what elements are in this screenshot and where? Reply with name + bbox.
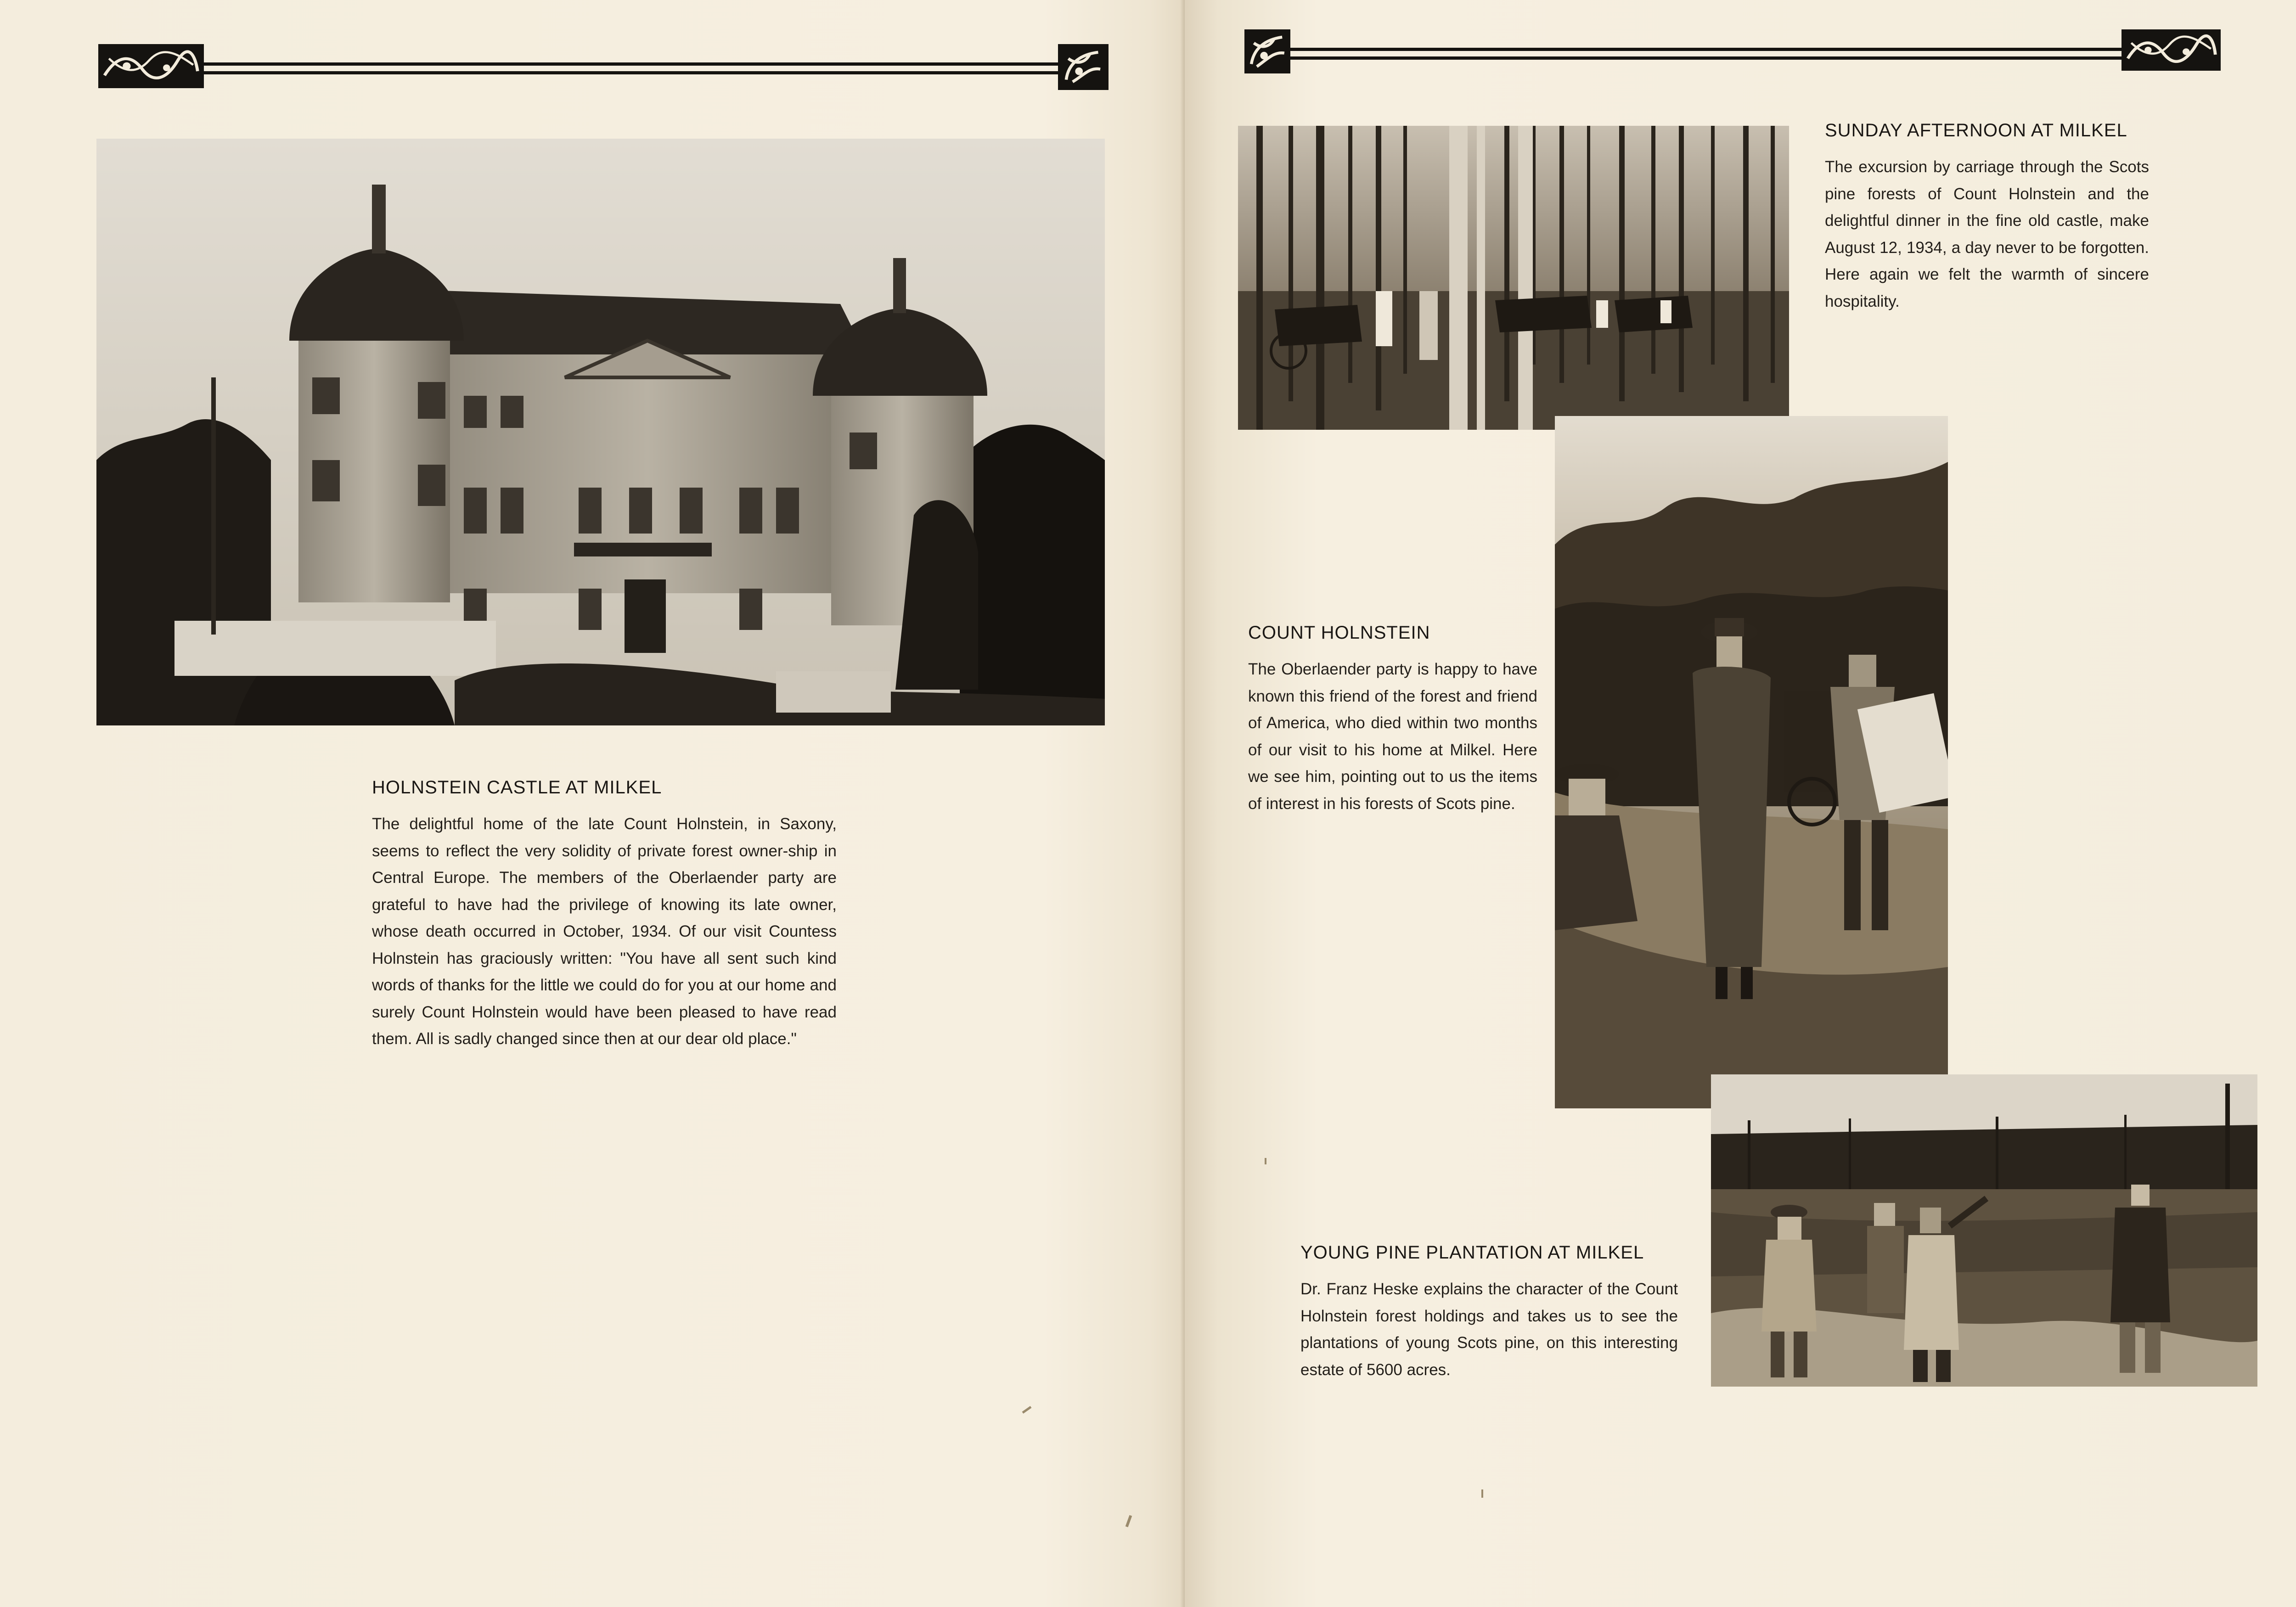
right-page <box>1185 0 2296 1607</box>
section-title: SUNDAY AFTERNOON AT MILKEL <box>1825 120 2127 140</box>
section-body: The Oberlaender party is happy to have known this friend of the forest and friend of America, who died within two months of our visit to his home at Milkel. Here we see him, pointing out to us the items of interest in his forests of Scots pine. <box>1248 660 1537 813</box>
count-holnstein-photo <box>1555 416 1948 1108</box>
header-double-line <box>1290 48 2122 60</box>
section-body: Dr. Franz Heske explains the character of the Count Holnstein forest holdings and takes us to see the plantations of young Scots pine, on this interesting estate of 5600 acres. <box>1300 1280 1678 1379</box>
castle-photo <box>96 139 1105 725</box>
section-title: YOUNG PINE PLANTATION AT MILKEL <box>1300 1242 1644 1263</box>
ornament-left-icon <box>98 44 204 88</box>
paper-mark <box>1022 1406 1032 1414</box>
count-holnstein-caption <box>1248 623 1537 817</box>
paper-mark <box>1265 1158 1266 1164</box>
pine-forest-carriage-photo <box>1238 126 1789 430</box>
paper-mark <box>1125 1515 1132 1527</box>
castle-caption <box>372 777 837 1053</box>
sunday-afternoon-caption <box>1825 120 2149 315</box>
header-double-line <box>202 62 1061 74</box>
ornament-right-icon <box>1058 44 1109 90</box>
left-header-rule <box>96 44 1107 95</box>
castle-caption-title: HOLNSTEIN CASTLE AT MILKEL <box>372 777 662 798</box>
paper-mark <box>1481 1489 1483 1498</box>
ornament-left-icon <box>1244 29 1290 73</box>
ornament-right-icon <box>2122 29 2221 71</box>
section-body: The excursion by carriage through the Scots pine forests of Count Holnstein and the delightful dinner in the fine old castle, make August 12, 1934, a day never to be forgotten. Here again we felt the warmth of sincere hospitality. <box>1825 158 2149 310</box>
castle-caption-body: The delightful home of the late Count Holnstein, in Saxony, seems to reflect the very solidity of private forest owner-ship in Central Europe. The members of the Oberlaender party are grateful to have had the privilege of knowing its late owner, whose death occurred in October, 1934. Of our visit Countess Holnstein has graciously written: "You have all sent such kind words of thanks for the little we could do for you at our home and surely Count Holnstein would have been pleased to have read them. All is sadly changed since then at our dear old place." <box>372 815 837 1048</box>
pine-plantation-photo <box>1711 1074 2257 1387</box>
right-header-rule <box>1244 29 2227 80</box>
pine-plantation-caption <box>1300 1242 1678 1383</box>
section-title: COUNT HOLNSTEIN <box>1248 623 1430 643</box>
